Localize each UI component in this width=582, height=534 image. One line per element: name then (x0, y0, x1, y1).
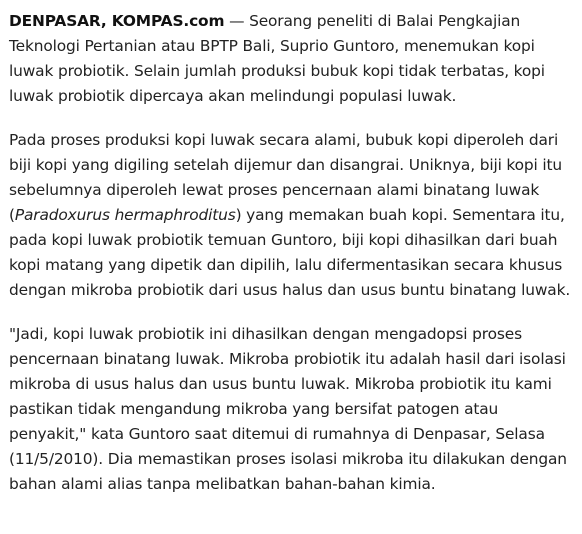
paragraph-2-text-start: Pada proses produksi kopi luwak secara alami, bubuk kopi diperoleh dari biji kopi yang digiling setelah dijemur dan disangrai. Uniknya, biji kopi itu sebelumnya diperoleh lewat proses pencernaan alami binatang luwak ( (9, 131, 563, 224)
paragraph-3-text: "Jadi, kopi luwak probiotik ini dihasilkan dengan mengadopsi proses pencernaan binatang luwak. Mikroba probiotik itu adalah hasil dari isolasi mikroba di usus halus dan usus buntu luwak. Mikroba probiotik itu kami pastikan tidak mengandung mikroba yang bersifat patogen atau penyakit," kata Guntoro saat ditemui di rumahnya di Denpasar, Selasa (11/5/2010). Dia memastikan proses isolasi mikroba itu dilakukan dengan bahan alami alias tanpa melibatkan bahan-bahan kimia. (9, 325, 567, 493)
paragraph-3 (9, 322, 574, 497)
dateline: DENPASAR, KOMPAS.com (9, 12, 225, 30)
paragraph-1-text: — Seorang peneliti di Balai Pengkajian Teknologi Pertanian atau BPTP Bali, Suprio Guntoro, menemukan kopi luwak probiotik. Selain jumlah produksi bubuk kopi tidak terbatas, kopi luwak probiotik dipercaya akan melindungi populasi luwak. (9, 12, 545, 105)
paragraph-2 (9, 128, 574, 303)
scientific-name: Paradoxurus hermaphroditus (14, 206, 236, 224)
paragraph-2-text-end: ) yang memakan buah kopi. Sementara itu, pada kopi luwak probiotik temuan Guntoro, biji kopi dihasilkan dari buah kopi matang yang dipetik dan dipilih, lalu difermentasikan secara khusus dengan mikroba probiotik dari usus halus dan usus buntu binatang luwak. (9, 206, 571, 299)
paragraph-1 (9, 9, 574, 109)
